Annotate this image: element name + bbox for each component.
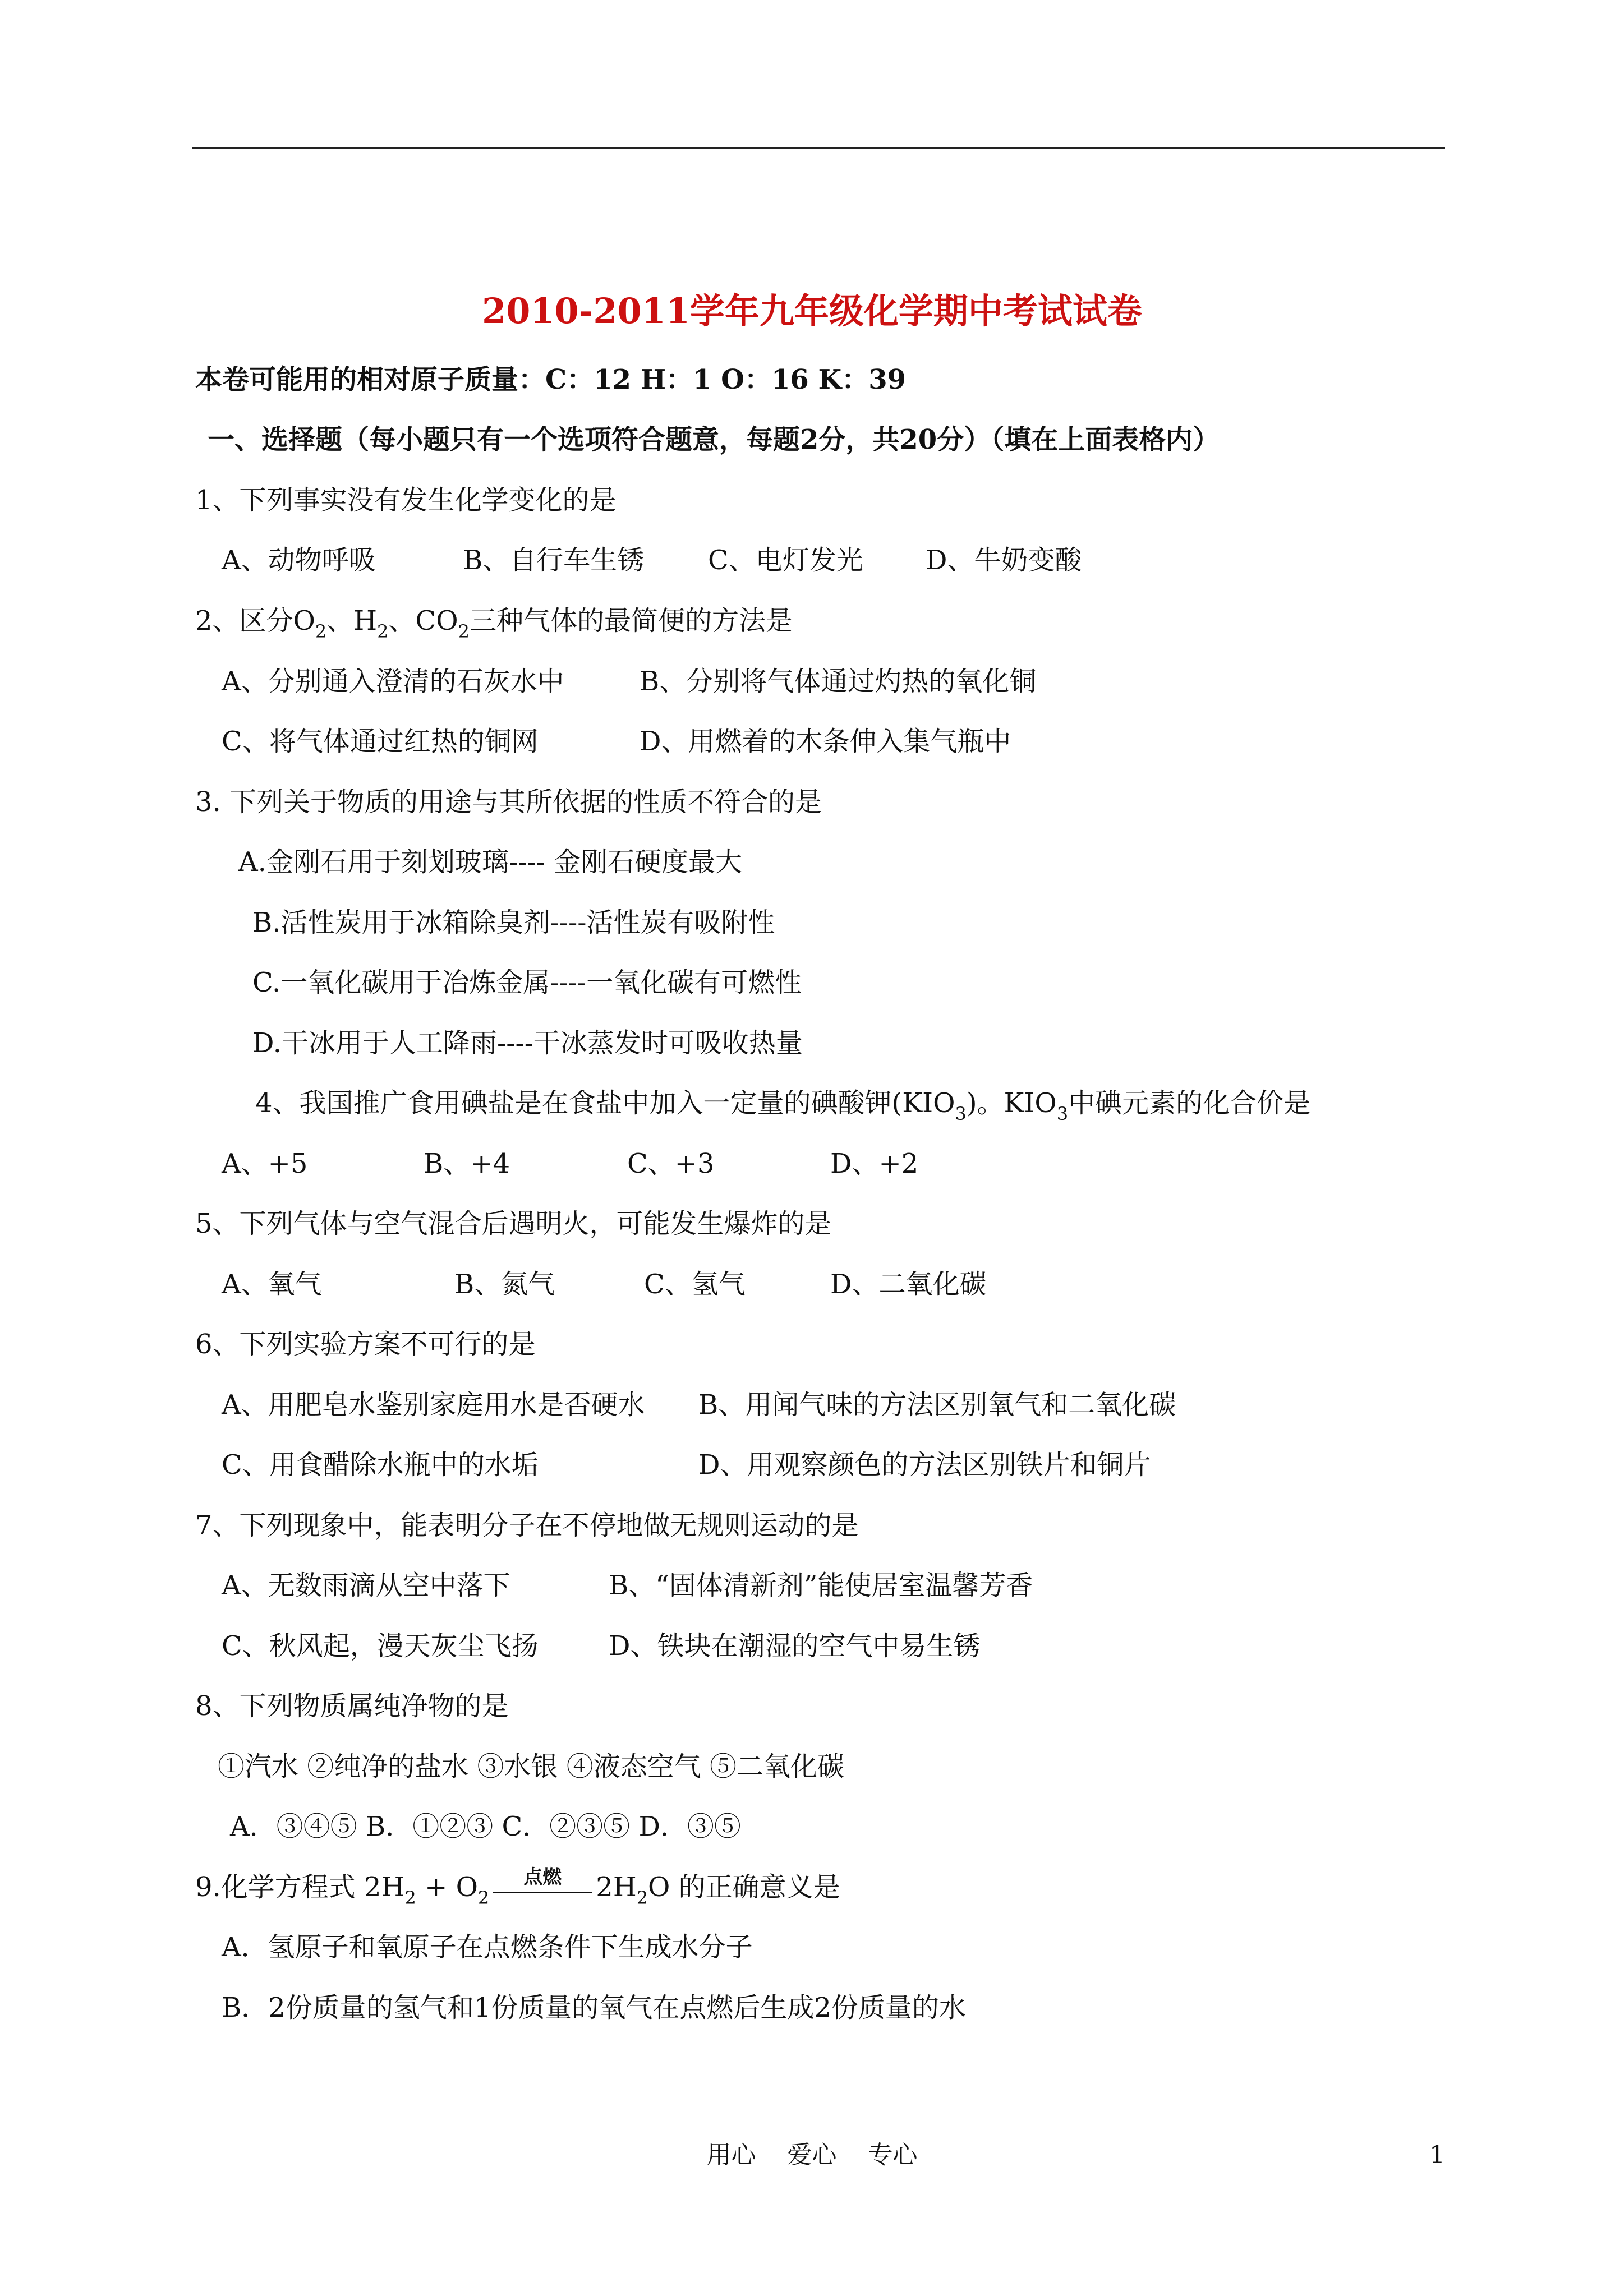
q1-stem: 1、下列事实没有发生化学变化的是 — [195, 485, 617, 516]
q9-stem: 9.化学方程式 $2H_2 + O_2$ 点燃 $2H_2O$ 的正确意义是 — [195, 1866, 840, 1908]
q8-items: ①汽水 ②纯净的盐水 ③水银 ④液态空气 ⑤二氧化碳 — [218, 1751, 845, 1782]
q5-option-a: A、氧气 — [222, 1269, 322, 1300]
q4-option-b: B、+4 — [424, 1148, 510, 1179]
q6-option-a: A、用肥皂水鉴别家庭用水是否硬水 — [222, 1389, 645, 1421]
q4-stem: 4、我国推广食用碘盐是在食盐中加入一定量的碘酸钾$(KIO_3)$。$KIO_3$中碘元素的化合价是 — [255, 1087, 1311, 1124]
page-title: 2010-2011学年九年级化学期中考试试卷 — [482, 291, 1142, 331]
q3-option-a: A.金刚石用于刻划玻璃---- 金刚石硬度最大 — [238, 846, 743, 878]
q1-option-b: B、自行车生锈 — [463, 545, 645, 576]
q3-stem: 3. 下列关于物质的用途与其所依据的性质不符合的是 — [195, 786, 822, 818]
q7-option-c: C、秋风起，漫天灰尘飞扬 — [222, 1630, 539, 1662]
q9-option-a: A．氢原子和氧原子在点燃条件下生成水分子 — [222, 1931, 753, 1963]
q2-stem: 2、区分$O_2$、$H_2$、$CO_2$三种气体的最简便的方法是 — [195, 605, 793, 642]
q4-option-a: A、+5 — [222, 1148, 308, 1179]
q2-option-c: C、将气体通过红热的铜网 — [222, 726, 539, 757]
q7-option-b: B、“固体清新剂”能使居室温馨芳香 — [609, 1570, 1033, 1601]
q2-option-d: D、用燃着的木条伸入集气瓶中 — [640, 726, 1011, 757]
q6-option-d: D、用观察颜色的方法区别铁片和铜片 — [698, 1449, 1151, 1481]
q6-stem: 6、下列实验方案不可行的是 — [195, 1329, 536, 1360]
page-number: 1 — [1429, 2141, 1445, 2169]
footer-mid: 爱心 — [787, 2141, 837, 2169]
q4-option-d: D、+2 — [830, 1148, 919, 1179]
section-heading: 一、选择题（每小题只有一个选项符合题意，每题2分，共20分）（填在上面表格内） — [208, 424, 1220, 455]
q9-option-b: B．2份质量的氢气和1份质量的氧气在点燃后生成2份质量的水 — [222, 1992, 966, 2023]
reaction-condition: 点燃 — [489, 1869, 596, 1905]
intro-atomic-masses: 本卷可能用的相对原子质量：C：12 H：1 O：16 K：39 — [195, 364, 907, 395]
q5-option-d: D、二氧化碳 — [830, 1269, 987, 1300]
q8-stem: 8、下列物质属纯净物的是 — [195, 1690, 509, 1722]
q5-option-b: B、氮气 — [454, 1269, 555, 1300]
q7-stem: 7、下列现象中，能表明分子在不停地做无规则运动的是 — [195, 1510, 859, 1541]
q3-option-c: C.一氧化碳用于冶炼金属----一氧化碳有可燃性 — [252, 967, 802, 998]
footer-slogan — [0, 2140, 1624, 2171]
q1-option-a: A、动物呼吸 — [222, 545, 376, 576]
header-rule — [192, 147, 1445, 149]
q7-option-a: A、无数雨滴从空中落下 — [222, 1570, 510, 1601]
q3-option-b: B.活性炭用于冰箱除臭剂----活性炭有吸附性 — [252, 907, 775, 938]
q1-option-c: C、电灯发光 — [708, 545, 863, 576]
footer-left: 用心 — [706, 2141, 756, 2169]
q6-option-b: B、用闻气味的方法区别氧气和二氧化碳 — [698, 1389, 1176, 1421]
q7-option-d: D、铁块在潮湿的空气中易生锈 — [609, 1630, 981, 1662]
q2-option-a: A、分别通入澄清的石灰水中 — [222, 666, 564, 697]
q4-option-c: C、+3 — [627, 1148, 715, 1179]
q8-options: A．③④⑤ B．①②③ C．②③⑤ D．③⑤ — [230, 1811, 741, 1842]
footer-right: 专心 — [868, 2141, 918, 2169]
q3-option-d: D.干冰用于人工降雨----干冰蒸发时可吸收热量 — [252, 1027, 803, 1059]
q1-option-d: D、牛奶变酸 — [926, 545, 1082, 576]
q6-option-c: C、用食醋除水瓶中的水垢 — [222, 1449, 539, 1481]
q5-stem: 5、下列气体与空气混合后遇明火，可能发生爆炸的是 — [195, 1208, 832, 1239]
q2-option-b: B、分别将气体通过灼热的氧化铜 — [640, 666, 1037, 697]
q5-option-c: C、氢气 — [644, 1269, 746, 1300]
